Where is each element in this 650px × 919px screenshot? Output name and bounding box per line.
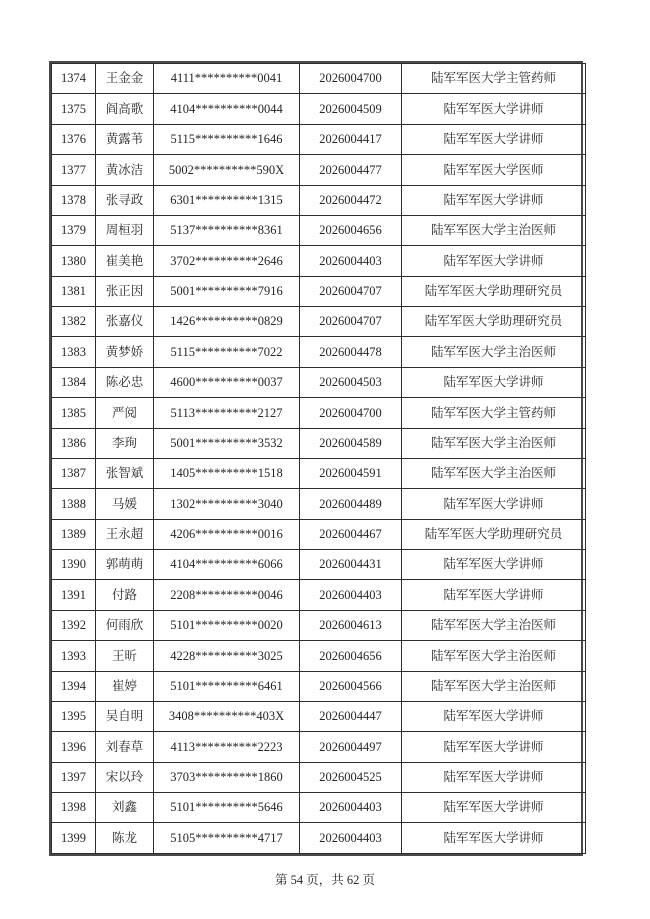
name-cell: 李珣 [96, 428, 154, 458]
title-cell: 陆军军医大学助理研究员 [402, 276, 586, 306]
personnel-table [51, 63, 586, 854]
id-cell: 5101**********6461 [154, 671, 300, 701]
id-cell: 6301**********1315 [154, 185, 300, 215]
code-cell: 2026004477 [300, 155, 402, 185]
id-cell: 5105**********4717 [154, 823, 300, 854]
seq-cell: 1395 [52, 701, 96, 731]
id-cell: 4113**********2223 [154, 732, 300, 762]
id-cell: 4104**********6066 [154, 550, 300, 580]
table-row [52, 337, 586, 367]
code-cell: 2026004589 [300, 428, 402, 458]
code-cell: 2026004417 [300, 124, 402, 154]
code-cell: 2026004472 [300, 185, 402, 215]
seq-cell: 1399 [52, 823, 96, 854]
name-cell: 刘鑫 [96, 793, 154, 823]
seq-cell: 1388 [52, 489, 96, 519]
title-cell: 陆军军医大学主治医师 [402, 671, 586, 701]
table-row [52, 701, 586, 731]
id-cell: 2208**********0046 [154, 580, 300, 610]
title-cell: 陆军军医大学讲师 [402, 489, 586, 519]
table-row [52, 641, 586, 671]
id-cell: 5137**********8361 [154, 215, 300, 245]
code-cell: 2026004503 [300, 367, 402, 397]
code-cell: 2026004403 [300, 823, 402, 854]
id-cell: 5101**********0020 [154, 610, 300, 640]
table-row [52, 94, 586, 124]
table-row [52, 64, 586, 94]
name-cell: 崔美艳 [96, 246, 154, 276]
seq-cell: 1392 [52, 610, 96, 640]
table-row [52, 671, 586, 701]
name-cell: 阎高歌 [96, 94, 154, 124]
code-cell: 2026004509 [300, 94, 402, 124]
table-row [52, 489, 586, 519]
table-row [52, 823, 586, 854]
code-cell: 2026004403 [300, 793, 402, 823]
title-cell: 陆军军医大学主治医师 [402, 458, 586, 488]
title-cell: 陆军军医大学主治医师 [402, 215, 586, 245]
name-cell: 张寻政 [96, 185, 154, 215]
title-cell: 陆军军医大学助理研究员 [402, 519, 586, 549]
title-cell: 陆军军医大学助理研究员 [402, 307, 586, 337]
code-cell: 2026004525 [300, 762, 402, 792]
id-cell: 4104**********0044 [154, 94, 300, 124]
table-row [52, 762, 586, 792]
name-cell: 郭萌萌 [96, 550, 154, 580]
code-cell: 2026004566 [300, 671, 402, 701]
table-row [52, 124, 586, 154]
code-cell: 2026004478 [300, 337, 402, 367]
code-cell: 2026004447 [300, 701, 402, 731]
table-row [52, 550, 586, 580]
name-cell: 吴自明 [96, 701, 154, 731]
seq-cell: 1384 [52, 367, 96, 397]
seq-cell: 1394 [52, 671, 96, 701]
table-row [52, 276, 586, 306]
title-cell: 陆军军医大学主治医师 [402, 428, 586, 458]
personnel-table-container [49, 61, 583, 856]
table-row [52, 185, 586, 215]
table-row [52, 246, 586, 276]
name-cell: 黄梦娇 [96, 337, 154, 367]
id-cell: 5115**********1646 [154, 124, 300, 154]
table-row [52, 458, 586, 488]
title-cell: 陆军军医大学讲师 [402, 246, 586, 276]
code-cell: 2026004700 [300, 398, 402, 428]
title-cell: 陆军军医大学主治医师 [402, 641, 586, 671]
id-cell: 4600**********0037 [154, 367, 300, 397]
seq-cell: 1386 [52, 428, 96, 458]
code-cell: 2026004489 [300, 489, 402, 519]
id-cell: 5115**********7022 [154, 337, 300, 367]
name-cell: 王金金 [96, 64, 154, 94]
title-cell: 陆军军医大学讲师 [402, 732, 586, 762]
name-cell: 黄露苇 [96, 124, 154, 154]
table-row [52, 428, 586, 458]
code-cell: 2026004431 [300, 550, 402, 580]
table-row [52, 155, 586, 185]
id-cell: 3702**********2646 [154, 246, 300, 276]
table-row [52, 367, 586, 397]
table-row [52, 307, 586, 337]
code-cell: 2026004403 [300, 246, 402, 276]
seq-cell: 1396 [52, 732, 96, 762]
table-row [52, 519, 586, 549]
title-cell: 陆军军医大学讲师 [402, 550, 586, 580]
name-cell: 宋以玲 [96, 762, 154, 792]
code-cell: 2026004497 [300, 732, 402, 762]
seq-cell: 1374 [52, 64, 96, 94]
name-cell: 王昕 [96, 641, 154, 671]
code-cell: 2026004656 [300, 215, 402, 245]
seq-cell: 1390 [52, 550, 96, 580]
seq-cell: 1387 [52, 458, 96, 488]
id-cell: 5002**********590X [154, 155, 300, 185]
table-row [52, 398, 586, 428]
name-cell: 崔婷 [96, 671, 154, 701]
seq-cell: 1380 [52, 246, 96, 276]
name-cell: 王永超 [96, 519, 154, 549]
name-cell: 张智斌 [96, 458, 154, 488]
id-cell: 4111**********0041 [154, 64, 300, 94]
title-cell: 陆军军医大学医师 [402, 155, 586, 185]
id-cell: 4206**********0016 [154, 519, 300, 549]
name-cell: 付路 [96, 580, 154, 610]
name-cell: 张正因 [96, 276, 154, 306]
seq-cell: 1397 [52, 762, 96, 792]
title-cell: 陆军军医大学讲师 [402, 367, 586, 397]
name-cell: 张嘉仪 [96, 307, 154, 337]
code-cell: 2026004613 [300, 610, 402, 640]
id-cell: 5001**********7916 [154, 276, 300, 306]
seq-cell: 1381 [52, 276, 96, 306]
table-row [52, 732, 586, 762]
id-cell: 1426**********0829 [154, 307, 300, 337]
seq-cell: 1391 [52, 580, 96, 610]
table-row [52, 580, 586, 610]
code-cell: 2026004403 [300, 580, 402, 610]
id-cell: 4228**********3025 [154, 641, 300, 671]
name-cell: 何雨欣 [96, 610, 154, 640]
code-cell: 2026004467 [300, 519, 402, 549]
name-cell: 马媛 [96, 489, 154, 519]
title-cell: 陆军军医大学讲师 [402, 185, 586, 215]
seq-cell: 1385 [52, 398, 96, 428]
seq-cell: 1377 [52, 155, 96, 185]
title-cell: 陆军军医大学主管药师 [402, 398, 586, 428]
title-cell: 陆军军医大学主管药师 [402, 64, 586, 94]
seq-cell: 1398 [52, 793, 96, 823]
name-cell: 陈必忠 [96, 367, 154, 397]
seq-cell: 1378 [52, 185, 96, 215]
id-cell: 1405**********1518 [154, 458, 300, 488]
name-cell: 陈龙 [96, 823, 154, 854]
id-cell: 3703**********1860 [154, 762, 300, 792]
id-cell: 5101**********5646 [154, 793, 300, 823]
table-body [52, 64, 586, 854]
name-cell: 黄冰洁 [96, 155, 154, 185]
code-cell: 2026004656 [300, 641, 402, 671]
seq-cell: 1376 [52, 124, 96, 154]
title-cell: 陆军军医大学讲师 [402, 701, 586, 731]
name-cell: 周桓羽 [96, 215, 154, 245]
table-row [52, 793, 586, 823]
title-cell: 陆军军医大学讲师 [402, 124, 586, 154]
id-cell: 3408**********403X [154, 701, 300, 731]
title-cell: 陆军军医大学讲师 [402, 580, 586, 610]
title-cell: 陆军军医大学主治医师 [402, 337, 586, 367]
seq-cell: 1383 [52, 337, 96, 367]
id-cell: 5001**********3532 [154, 428, 300, 458]
id-cell: 1302**********3040 [154, 489, 300, 519]
seq-cell: 1389 [52, 519, 96, 549]
code-cell: 2026004707 [300, 307, 402, 337]
code-cell: 2026004700 [300, 64, 402, 94]
code-cell: 2026004707 [300, 276, 402, 306]
table-row [52, 215, 586, 245]
seq-cell: 1382 [52, 307, 96, 337]
id-cell: 5113**********2127 [154, 398, 300, 428]
title-cell: 陆军军医大学主治医师 [402, 610, 586, 640]
seq-cell: 1379 [52, 215, 96, 245]
title-cell: 陆军军医大学讲师 [402, 762, 586, 792]
table-row [52, 610, 586, 640]
title-cell: 陆军军医大学讲师 [402, 793, 586, 823]
title-cell: 陆军军医大学讲师 [402, 94, 586, 124]
code-cell: 2026004591 [300, 458, 402, 488]
seq-cell: 1375 [52, 94, 96, 124]
title-cell: 陆军军医大学讲师 [402, 823, 586, 854]
seq-cell: 1393 [52, 641, 96, 671]
page-number-footer: 第 54 页，共 62 页 [274, 873, 375, 887]
name-cell: 严阅 [96, 398, 154, 428]
name-cell: 刘春草 [96, 732, 154, 762]
